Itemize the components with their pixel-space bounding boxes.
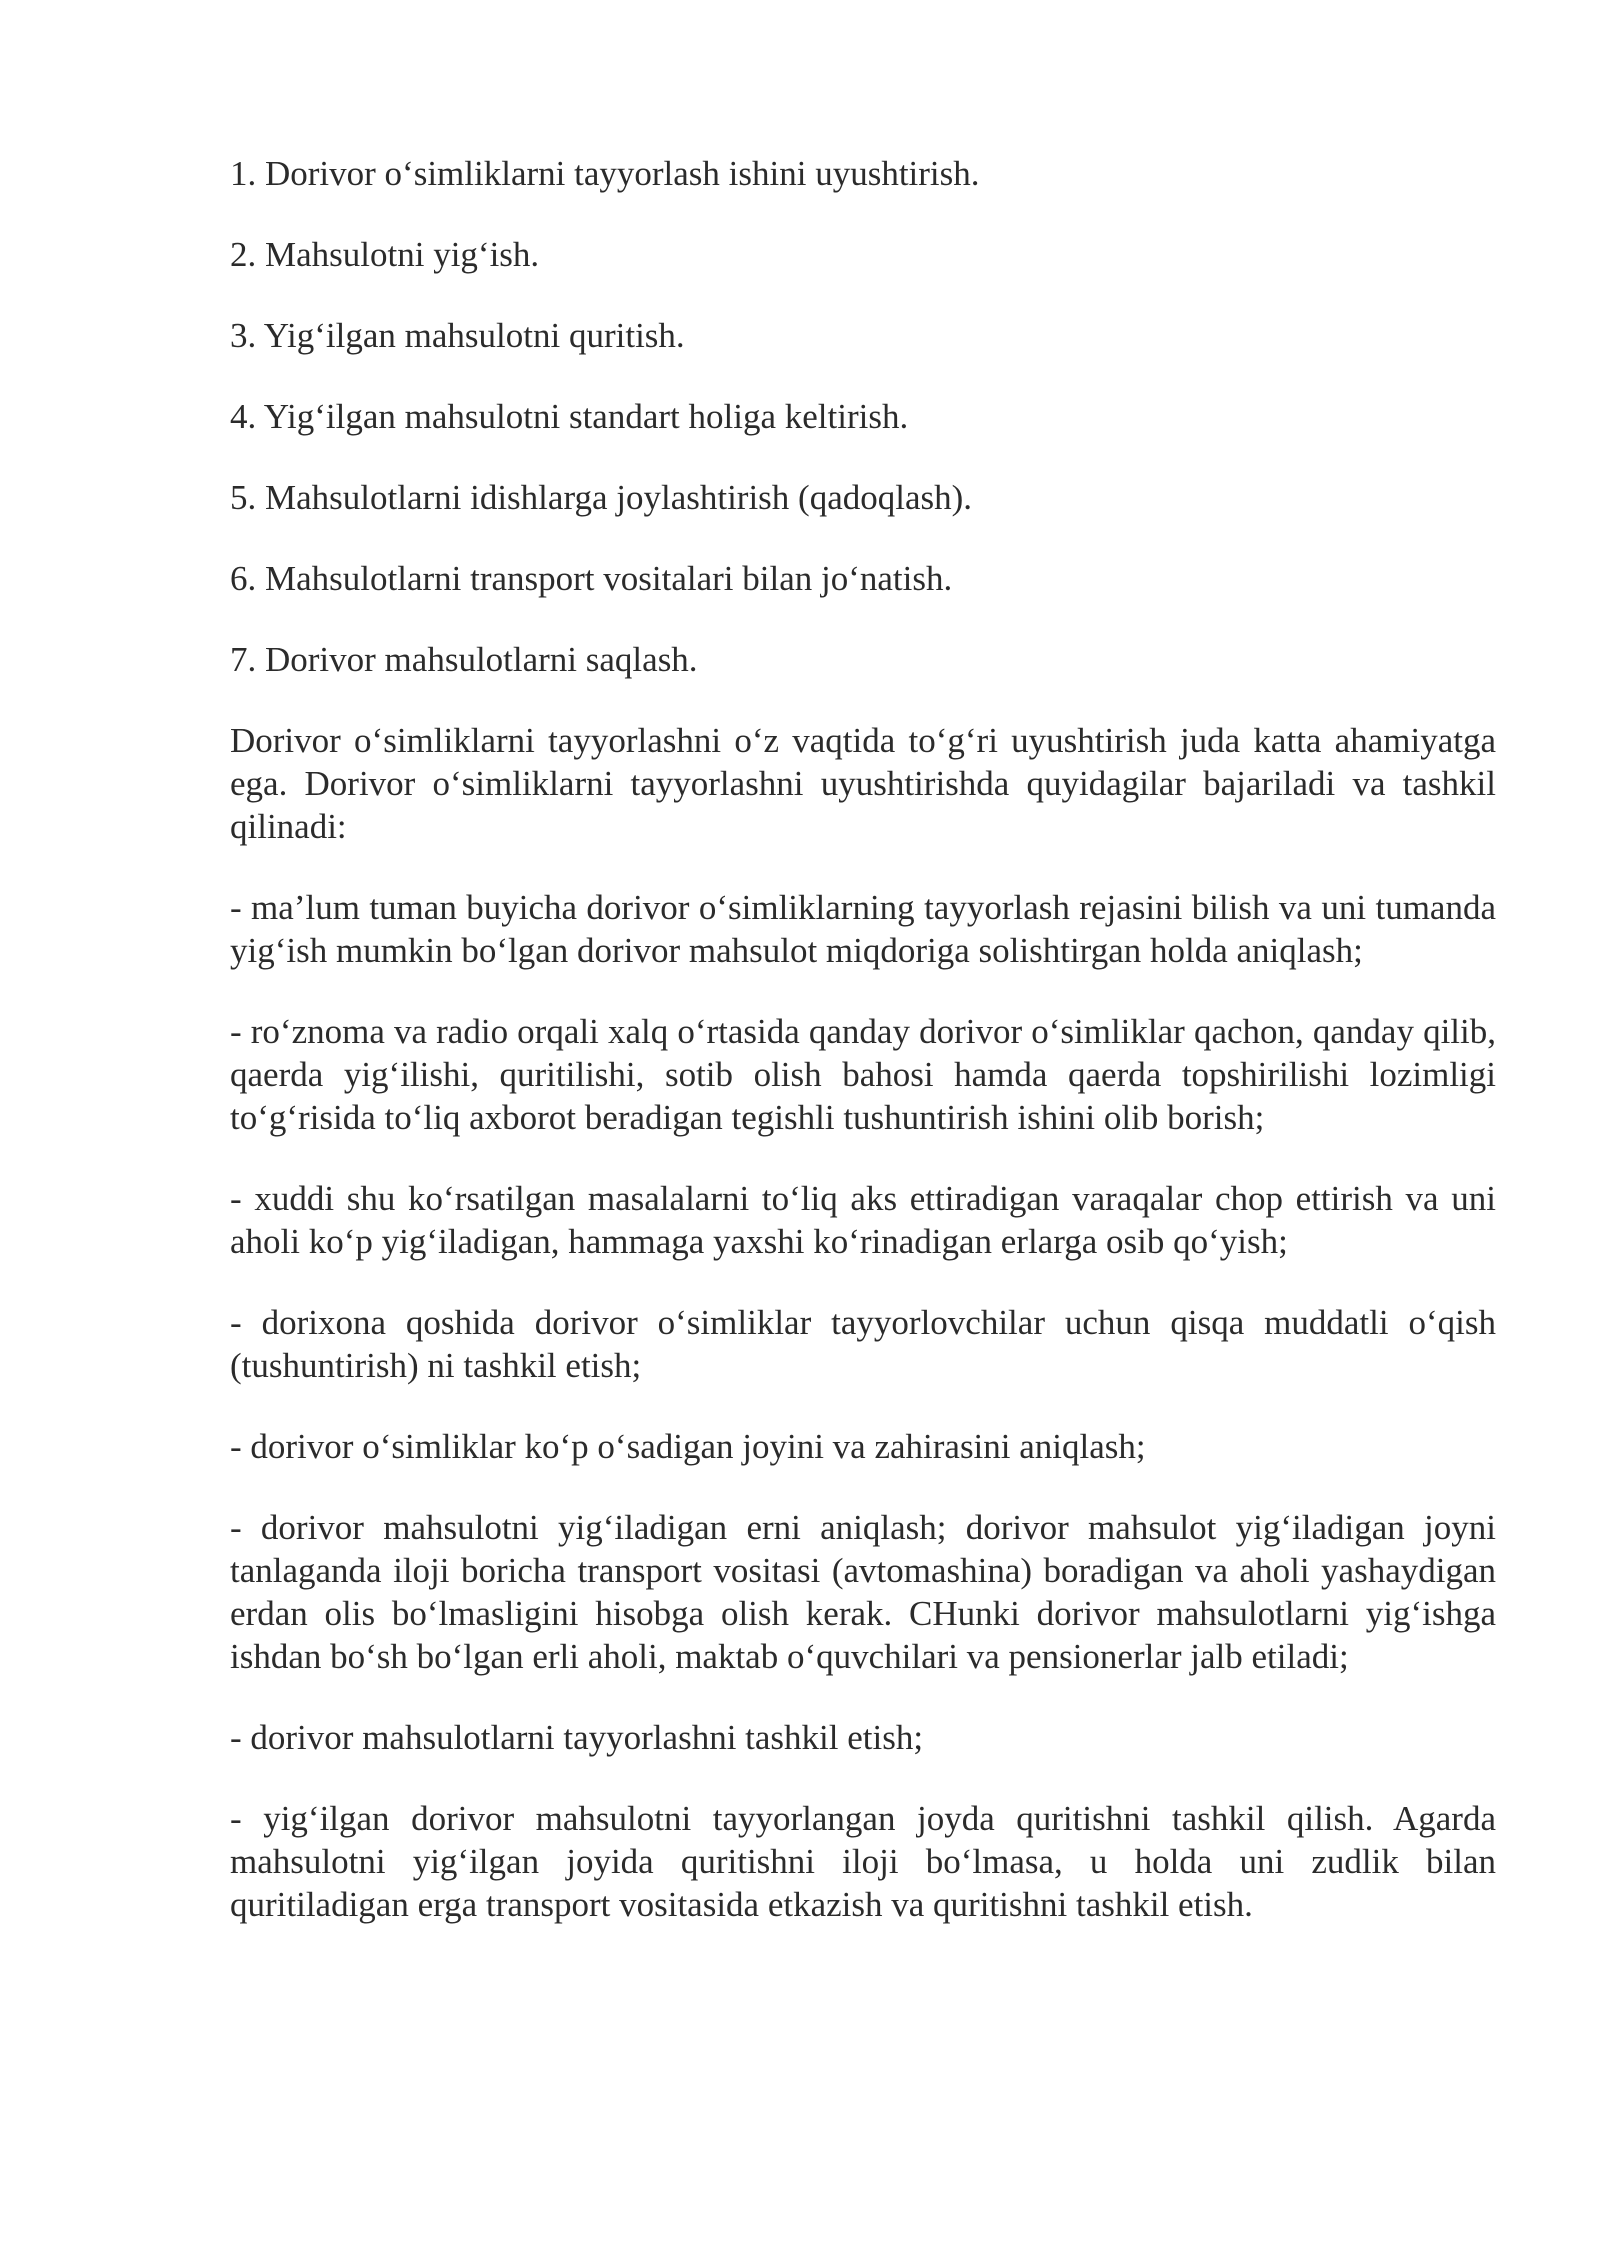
bullet-paragraph: - ma’lum tuman buyicha dorivor o‘simliklarning tayyorlash rejasini bilish va uni tumanda yig‘ish mumkin bo‘lgan dorivor mahsulot miqdoriga solishtirgan holda aniqlash;: [230, 888, 1496, 970]
bullet-paragraph: - xuddi shu ko‘rsatilgan masalalarni to‘liq aks ettiradigan varaqalar chop ettirish va uni aholi ko‘p yig‘iladigan, hammaga yaxshi ko‘rinadigan erlarga osib qo‘yish;: [230, 1179, 1496, 1261]
bullet-paragraph: - yig‘ilgan dorivor mahsulotni tayyorlangan joyda quritishni tashkil qilish. Agarda mahsulotni yig‘ilgan joyida quritishni iloji bo‘lmasa, u holda uni zudlik bilan quritiladigan erga transport vositasida etkazish va quritishni tashkil etish.: [230, 1799, 1496, 1924]
numbered-list-item: 6. Mahsulotlarni transport vositalari bilan jo‘natish.: [230, 559, 953, 598]
numbered-list-item: 2. Mahsulotni yig‘ish.: [230, 235, 540, 274]
numbered-list-item: 1. Dorivor o‘simliklarni tayyorlash ishini uyushtirish.: [230, 154, 980, 193]
bullet-paragraph: - dorivor o‘simliklar ko‘p o‘sadigan joyini va zahirasini aniqlash;: [230, 1427, 1146, 1466]
numbered-list-item: 4. Yig‘ilgan mahsulotni standart holiga keltirish.: [230, 397, 909, 436]
document-body: [230, 152, 1496, 1926]
numbered-list-item: 7. Dorivor mahsulotlarni saqlash.: [230, 640, 698, 679]
numbered-list-item: 5. Mahsulotlarni idishlarga joylashtirish (qadoqlash).: [230, 478, 973, 517]
intro-paragraph: Dorivor o‘simliklarni tayyorlashni o‘z vaqtida to‘g‘ri uyushtirish juda katta ahamiyatga ega. Dorivor o‘simliklarni tayyorlashni uyushtirishda quyidagilar bajariladi va tashkil qilinadi:: [230, 721, 1496, 846]
bullet-paragraph: - dorivor mahsulotni yig‘iladigan erni aniqlash; dorivor mahsulot yig‘iladigan joyni tanlaganda iloji boricha transport vositasi (avtomashina) boradigan va aholi yashaydigan erdan olis bo‘lmasligini hisobga olish kerak. CHunki dorivor mahsulotlarni yig‘ishga ishdan bo‘sh bo‘lgan erli aholi, maktab o‘quvchilari va pensionerlar jalb etiladi;: [230, 1508, 1496, 1676]
numbered-list-item: 3. Yig‘ilgan mahsulotni quritish.: [230, 316, 685, 355]
bullet-paragraph: - dorivor mahsulotlarni tayyorlashni tashkil etish;: [230, 1718, 924, 1757]
bullet-paragraph: - dorixona qoshida dorivor o‘simliklar tayyorlovchilar uchun qisqa muddatli o‘qish (tushuntirish) ni tashkil etish;: [230, 1303, 1496, 1385]
bullet-paragraph: - ro‘znoma va radio orqali xalq o‘rtasida qanday dorivor o‘simliklar qachon, qanday qilib, qaerda yig‘ilishi, quritilishi, sotib olish bahosi hamda qaerda topshirilishi lozimligi to‘g‘risida to‘liq axborot beradigan tegishli tushuntirish ishini olib borish;: [230, 1012, 1496, 1137]
